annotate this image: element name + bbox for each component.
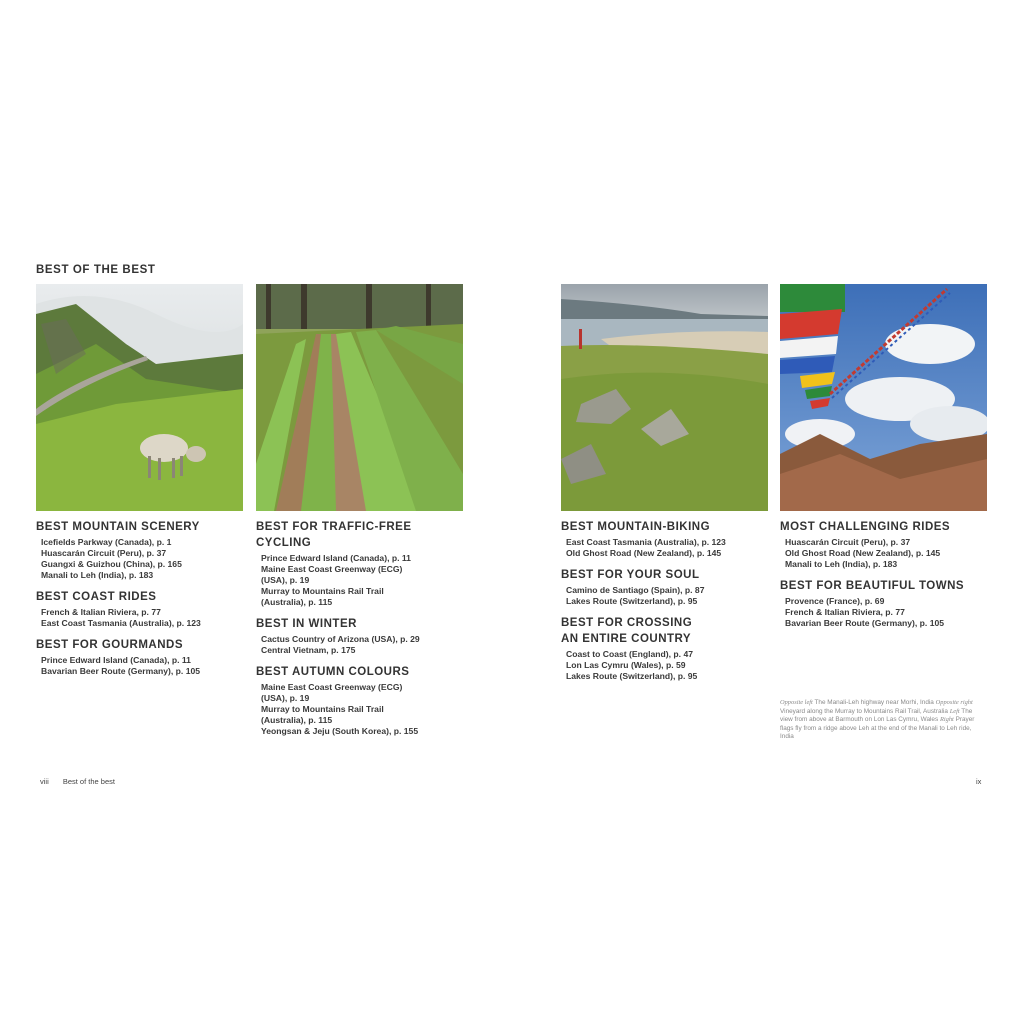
list-item: Maine East Coast Greenway (ECG) xyxy=(261,682,403,692)
right-column-1 xyxy=(561,521,776,692)
list-item: Lakes Route (Switzerland), p. 95 xyxy=(566,671,698,681)
group-title: BEST MOUNTAIN-BIKING xyxy=(561,521,711,533)
vineyard-rail-trail-photo xyxy=(256,284,463,511)
group-title: BEST IN WINTER xyxy=(256,618,357,630)
folio-left xyxy=(40,777,115,786)
list-item: Murray to Mountains Rail Trail xyxy=(261,704,384,714)
list-item: (USA), p. 19 xyxy=(261,575,310,585)
list-item: East Coast Tasmania (Australia), p. 123 xyxy=(41,618,201,628)
list-item: Lon Las Cymru (Wales), p. 59 xyxy=(566,660,686,670)
list-item: Old Ghost Road (New Zealand), p. 145 xyxy=(566,548,722,558)
list-item: Coast to Coast (England), p. 47 xyxy=(566,649,694,659)
caption-text: Vineyard along the Murray to Mountains Rail Trail, Australia xyxy=(780,707,950,715)
group-title: BEST FOR BEAUTIFUL TOWNS xyxy=(780,580,965,592)
beautiful-towns-group xyxy=(780,580,995,629)
list-item: French & Italian Riviera, p. 77 xyxy=(41,607,161,617)
list-item: Central Vietnam, p. 175 xyxy=(261,645,356,655)
mountain-scenery-group xyxy=(36,521,251,581)
challenging-rides-group xyxy=(780,521,995,570)
list-item: (USA), p. 19 xyxy=(261,693,310,703)
list-item: Icefields Parkway (Canada), p. 1 xyxy=(41,537,172,547)
caption-text: Prayer flags fly from a ridge above Leh at the end of the Manali to Leh ride, India xyxy=(780,716,975,741)
list-item: Prince Edward Island (Canada), p. 11 xyxy=(41,655,191,665)
list-item: Bavarian Beer Route (Germany), p. 105 xyxy=(785,618,945,628)
group-title: BEST FOR YOUR SOUL xyxy=(561,569,700,581)
gourmands-group xyxy=(36,639,251,677)
running-head: Best of the best xyxy=(62,777,115,786)
prayer-flags-photo xyxy=(780,284,987,511)
traffic-free-group xyxy=(256,521,471,608)
list-item: Provence (France), p. 69 xyxy=(785,596,885,606)
list-item: Guangxi & Guizhou (China), p. 165 xyxy=(41,559,182,569)
list-item: East Coast Tasmania (Australia), p. 123 xyxy=(566,537,726,547)
group-title: BEST MOUNTAIN SCENERY xyxy=(36,521,200,533)
crossing-country-group xyxy=(561,617,776,682)
list-item: Cactus Country of Arizona (USA), p. 29 xyxy=(261,634,420,644)
right-column-2 xyxy=(780,521,995,639)
list-item: (Australia), p. 115 xyxy=(261,597,333,607)
list-item: Huascarán Circuit (Peru), p. 37 xyxy=(785,537,911,547)
coast-rides-group xyxy=(36,591,251,629)
list-item: Maine East Coast Greenway (ECG) xyxy=(261,564,403,574)
caption-label: Left xyxy=(949,707,960,715)
list-item: Manali to Leh (India), p. 183 xyxy=(41,570,154,580)
group-title-line2: AN ENTIRE COUNTRY xyxy=(561,633,692,645)
left-column-2 xyxy=(256,521,471,747)
barmouth-coast-photo xyxy=(561,284,768,511)
list-item: Prince Edward Island (Canada), p. 11 xyxy=(261,553,411,563)
group-title: BEST AUTUMN COLOURS xyxy=(256,666,410,678)
list-item: French & Italian Riviera, p. 77 xyxy=(785,607,905,617)
your-soul-group xyxy=(561,569,776,607)
group-title-line2: CYCLING xyxy=(256,537,312,549)
list-item: Huascarán Circuit (Peru), p. 37 xyxy=(41,548,167,558)
left-column-1 xyxy=(36,521,251,687)
list-item: Lakes Route (Switzerland), p. 95 xyxy=(566,596,698,606)
section-title: BEST OF THE BEST xyxy=(36,264,156,276)
caption-label: Opposite left xyxy=(780,699,813,706)
page-number: viii xyxy=(40,777,49,786)
group-title: BEST FOR CROSSING xyxy=(561,617,693,629)
caption-text: The view from above at Barmouth on Lon Las Cymru, Wales xyxy=(780,707,973,724)
caption-label: Right xyxy=(939,716,954,724)
page-number: ix xyxy=(976,777,982,786)
manali-leh-highway-photo xyxy=(36,284,243,511)
mountain-biking-group xyxy=(561,521,776,559)
autumn-colours-group xyxy=(256,666,471,737)
photo-caption xyxy=(780,699,985,742)
caption-text: The Manali-Leh highway near Morhi, India xyxy=(812,699,934,706)
list-item: Murray to Mountains Rail Trail xyxy=(261,586,384,596)
list-item: (Australia), p. 115 xyxy=(261,715,333,725)
list-item: Bavarian Beer Route (Germany), p. 105 xyxy=(41,666,201,676)
list-item: Manali to Leh (India), p. 183 xyxy=(785,559,898,569)
winter-group xyxy=(256,618,471,656)
list-item: Yeongsan & Jeju (South Korea), p. 155 xyxy=(261,726,419,736)
list-item: Camino de Santiago (Spain), p. 87 xyxy=(566,585,705,595)
caption-label: Opposite right xyxy=(935,699,973,706)
group-title: BEST COAST RIDES xyxy=(36,591,157,603)
list-item: Old Ghost Road (New Zealand), p. 145 xyxy=(785,548,941,558)
group-title: BEST FOR GOURMANDS xyxy=(36,639,183,651)
group-title: BEST FOR TRAFFIC-FREE xyxy=(256,521,412,533)
group-title: MOST CHALLENGING RIDES xyxy=(780,521,951,533)
folio-right xyxy=(976,777,981,786)
